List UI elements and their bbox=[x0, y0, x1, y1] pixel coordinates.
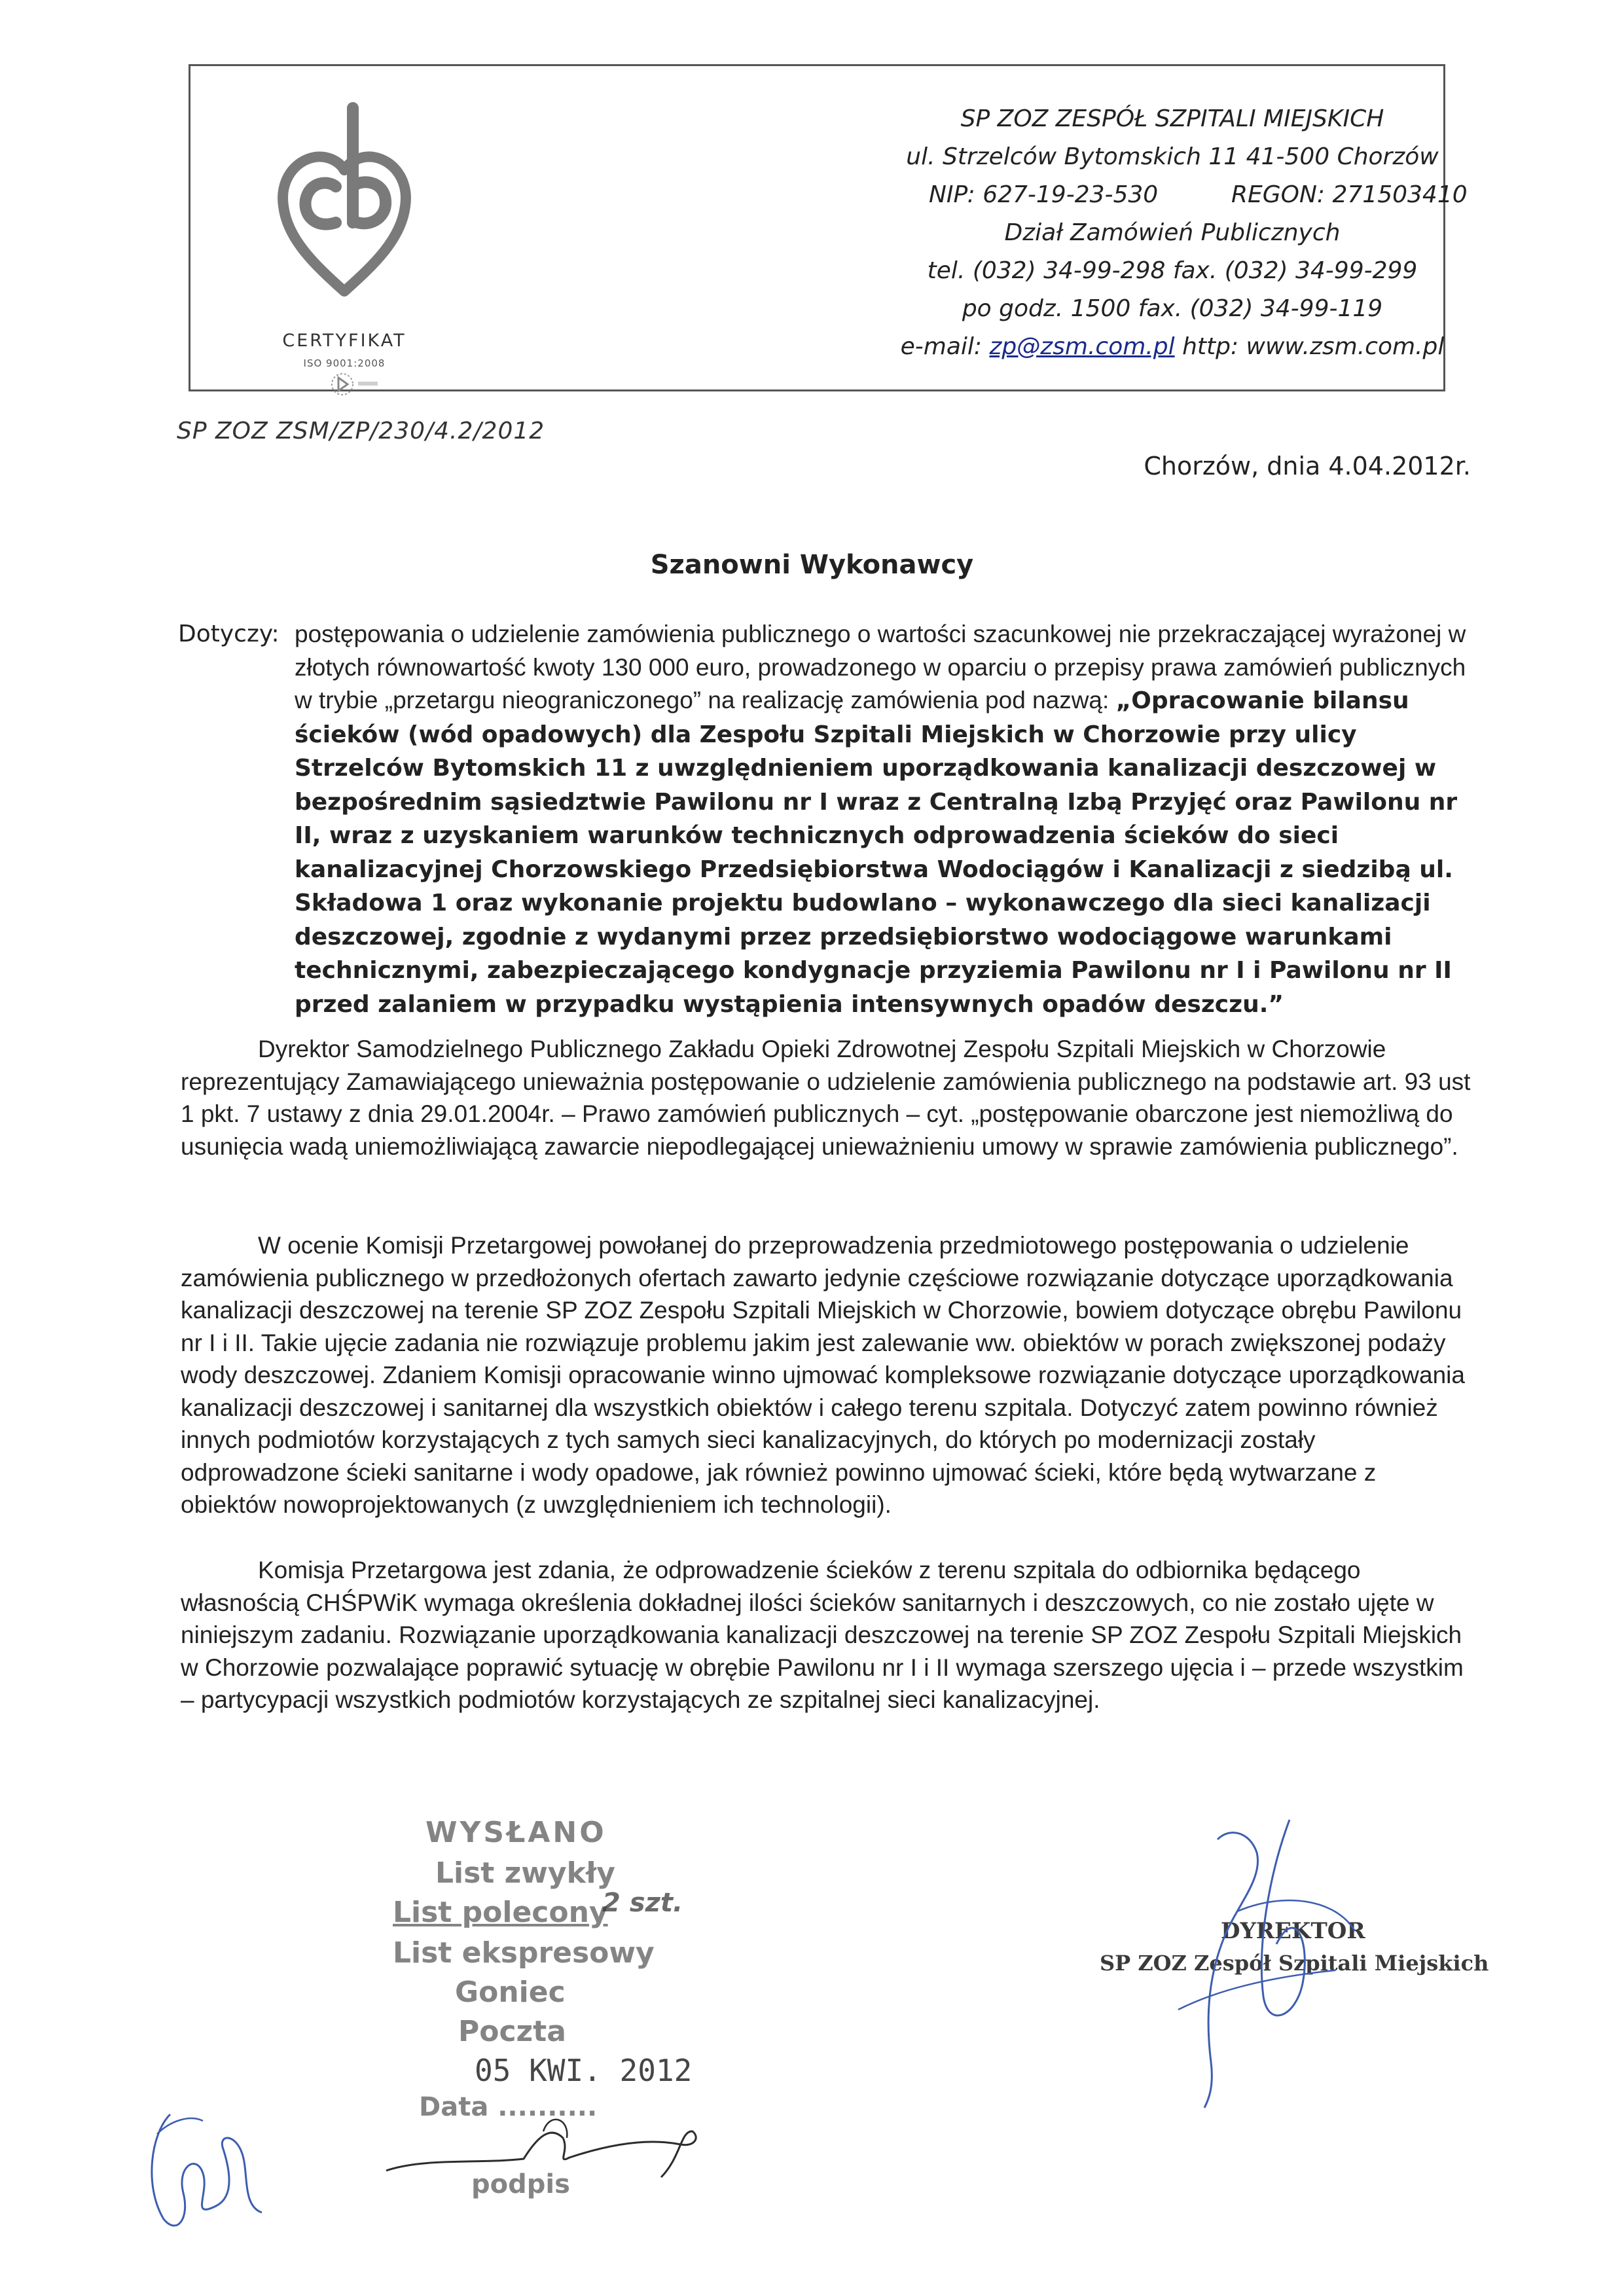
subject-intro: postępowania o udzielenie zamówienia publicznego o wartości szacunkowej nie przekraczającej wyrażonej w złotych równowartość kwoty 130 000 euro, prowadzonego w oparciu o przepisy prawa zamówień publicznych w trybie „przetargu nieograniczonego” na realizację zamówienia pod nazwą: bbox=[295, 621, 1466, 714]
certificate-label: CERTYFIKAT bbox=[282, 331, 406, 351]
stamp-signature-label: podpis bbox=[471, 2169, 570, 2199]
stamp-count-note: 2 szt. bbox=[602, 1888, 683, 1918]
website-link[interactable]: http: www.zsm.com.pl bbox=[1182, 333, 1445, 360]
company-address: ul. Strzelców Bytomskich 11 41-500 Chorzów bbox=[906, 143, 1439, 170]
letterhead bbox=[189, 64, 1468, 391]
dispatch-stamp bbox=[367, 1811, 733, 2216]
stamp-registered-letter: List polecony bbox=[393, 1896, 608, 1929]
department-name: Dział Zamówień Publicznych bbox=[1004, 219, 1341, 246]
after-hours-fax: po godz. 1500 fax. (032) 34-99-119 bbox=[962, 295, 1383, 322]
certificate-iso: ISO 9001:2008 bbox=[303, 357, 386, 369]
paragraph-2-text: W ocenie Komisji Przetargowej powołanej do przeprowadzenia przedmiotowego postępowania o udzielenie zamówienia publicznego w przedłożonych ofertach zawarto jedynie częściowe rozwiązanie dotyczące uporządkowania kanalizacji deszczowej na terenie SP ZOZ Zespołu Szpitali Miejskich w Chorzowie, bowiem dotyczące obrębu Pawilonu nr I i II. Takie ujęcie zadania nie rozwiązuje problemu jakim jest zalewanie ww. obiektów w porach zwiększonej podaży wody deszczowej. Zdaniem Komisji opracowanie winno ujmować kompleksowe rozwiązanie dotyczące uporządkowania kanalizacji deszczowej i sanitarnej dla wszystkich obiektów i całego terenu szpitala. Dotyczyć zatem powinno również innych podmiotów korzystających z tych samych sieci kanalizacyjnych, do których po modernizacji zostały odprowadzone ścieki sanitarne i wody opadowe, jak również powinno ujmować ścieki, które będą wytwarzane z obiektów nowoprojektowanych (z uwzględnieniem ich technologii). bbox=[181, 1232, 1465, 1518]
salutation: Szanowni Wykonawcy bbox=[650, 550, 974, 580]
paragraph-3-text: Komisja Przetargowa jest zdania, że odprowadzenie ścieków z terenu szpitala do odbiornika będącego własnością CHŚPWiK wymaga określenia dokładnej ilości ścieków sanitarnych i deszczowych, co nie zostało ujęte w niniejszym zadaniu. Rozwiązanie uporządkowania kanalizacji deszczowej na terenie SP ZOZ Zespołu Szpitali Miejskich w Chorzowie pozwalające poprawić sytuację w obrębie Pawilonu nr I i II wymaga szerszego ujęcia i – przede wszystkim – partycypacji wszystkich podmiotów korzystających ze szpitalnej sieci kanalizacyjnej. bbox=[181, 1557, 1464, 1713]
stamp-sent: WYSŁANO bbox=[425, 1816, 607, 1849]
tax-ids bbox=[858, 176, 1487, 214]
email-link[interactable]: zp@zsm.com.pl bbox=[989, 333, 1175, 360]
email-label: e-mail: bbox=[900, 333, 983, 360]
stamp-signature-icon bbox=[373, 2099, 727, 2190]
certification-mark-icon bbox=[329, 371, 382, 397]
stamp-post: Poczta bbox=[458, 2015, 566, 2048]
contact-line bbox=[858, 328, 1487, 366]
logo-column bbox=[190, 66, 498, 389]
director-title: DYREKTOR bbox=[1221, 1918, 1365, 1944]
nip-number: NIP: 627-19-23-530 bbox=[929, 181, 1159, 208]
paragraph-2 bbox=[181, 1229, 1474, 1521]
company-name: SP ZOZ ZESPÓŁ SZPITALI MIEJSKICH bbox=[960, 105, 1384, 132]
paragraph-1 bbox=[181, 1033, 1474, 1163]
initials-signature-icon bbox=[131, 2095, 275, 2239]
stamp-regular-letter: List zwykły bbox=[435, 1856, 615, 1890]
hospital-logo-icon bbox=[276, 82, 413, 304]
company-info bbox=[858, 100, 1487, 366]
document-date: Chorzów, dnia 4.04.2012r. bbox=[1144, 452, 1471, 480]
paragraph-3 bbox=[181, 1554, 1474, 1716]
stamp-date-label: Data .......... bbox=[419, 2092, 598, 2122]
phone-fax: tel. (032) 34-99-298 fax. (032) 34-99-299 bbox=[927, 257, 1418, 284]
director-signature-icon bbox=[1139, 1813, 1414, 2114]
director-organization: SP ZOZ Zespół Szpitali Miejskich bbox=[1100, 1951, 1489, 1976]
paragraph-1-text: Dyrektor Samodzielnego Publicznego Zakładu Opieki Zdrowotnej Zespołu Szpitali Miejskich w Chorzowie reprezentujący Zamawiającego unieważnia postępowanie o udzielenie zamówienia publicznego na podstawie art. 93 ust 1 pkt. 7 ustawy z dnia 29.01.2004r. – Prawo zamówień publicznych – cyt. „postępowanie obarczone jest niemożliwą do usunięcia wadą uniemożliwiającą zawarcie niepodlegającej unieważnieniu umowy w sprawie zamówienia publicznego”. bbox=[181, 1036, 1471, 1160]
subject-text bbox=[295, 618, 1473, 1021]
regon-number: REGON: 271503410 bbox=[1231, 181, 1468, 208]
subject-label: Dotyczy: bbox=[178, 621, 280, 647]
stamp-courier: Goniec bbox=[455, 1976, 566, 2009]
stamp-express-letter: List ekspresowy bbox=[393, 1936, 655, 1970]
document-reference: SP ZOZ ZSM/ZP/230/4.2/2012 bbox=[177, 418, 545, 444]
stamp-date: 05 KWI. 2012 bbox=[475, 2053, 693, 2088]
subject-title: „Opracowanie bilansu ścieków (wód opadowych) dla Zespołu Szpitali Miejskich w Chorzowie przy ulicy Strzelców Bytomskich 11 z uwzględnieniem uporządkowania kanalizacji deszczowej w bezpośrednim sąsiedztwie Pawilonu nr I wraz z Centralną Izbą Przyjęć oraz Pawilonu nr II, wraz z uzyskaniem warunków technicznych odprowadzenia ścieków do sieci kanalizacyjnej Chorzowskiego Przedsiębiorstwa Wodociągów i Kanalizacji z siedzibą ul. Składowa 1 oraz wykonanie projektu budowlano – wykonawczego dla sieci kanalizacji deszczowej, zgodnie z wydanymi przez przedsiębiorstwo wodociągowe warunkami technicznymi, zabezpieczającego kondygnacje przyziemia Pawilonu nr I i Pawilonu nr II przed zalaniem w przypadku wystąpienia intensywnych opadów deszczu.” bbox=[295, 687, 1458, 1018]
